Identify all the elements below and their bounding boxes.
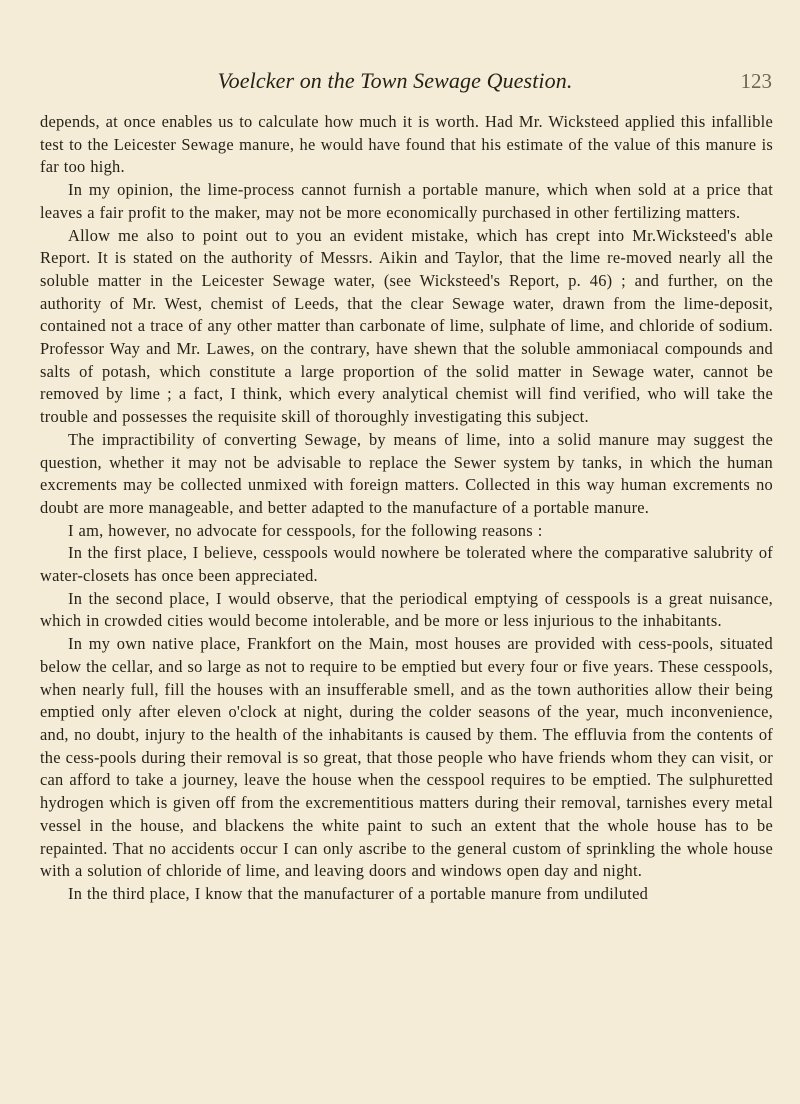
paragraph: depends, at once enables us to calculate how much it is worth. Had Mr. Wicksteed applied this infallible test to the Leicester Sewage manure, he would have found that his estimate of the value of this manure is far too high. [40, 112, 773, 177]
paragraph: In the second place, I would observe, that the periodical emptying of cesspools is a great nuisance, which in crowded cities would become intolerable, and be more or less injurious to the inhabitants. [40, 588, 773, 631]
paragraph: Allow me also to point out to you an evident mistake, which has crept into Mr.Wicksteed's able Report. It is stated on the authority of Messrs. Aikin and Taylor, that the lime re-moved nearly all the soluble matter in the Leicester Sewage water, (see Wicksteed's Report, p. 46) ; and further, on the authority of Mr. West, chemist of Leeds, that the clear Sewage water, drawn from the lime-deposit, contained not a trace of any other matter than carbonate of lime, sulphate of lime, and chloride of sodium. Professor Way and Mr. Lawes, on the contrary, have shewn that the soluble ammoniacal compounds and salts of potash, which constitute a large proportion of the solid matter in Sewage water, cannot be removed by lime ; a fact, I think, which every analytical chemist will find verified, who will take the trouble and possesses the requisite skill of thoroughly investigating this subject. [40, 225, 773, 427]
page-number: 123 [740, 69, 772, 93]
running-head [0, 68, 800, 100]
paragraph: The impractibility of converting Sewage, by means of lime, into a solid manure may suggest the question, whether it may not be advisable to replace the Sewer system by tanks, in which the human excrements may be collected unmixed with foreign matters. Collected in this way human excrements no doubt are more manageable, and better adapted to the manufacture of a portable manure. [40, 429, 773, 517]
paragraph: I am, however, no advocate for cesspools, for the following reasons : [68, 520, 543, 540]
paragraph: In my own native place, Frankfort on the Main, most houses are provided with cess-pools, situated below the cellar, and so large as not to require to be emptied but every four or five years. These cesspools, when nearly full, fill the houses with an insufferable smell, and as the town authorities allow their being emptied only after eleven o'clock at night, during the colder seasons of the year, much inconvenience, and, no doubt, injury to the health of the inhabitants is caused by them. The effluvia from the contents of the cess-pools during their removal is so great, that those people who have friends whom they can visit, or can afford to take a journey, leave the house when the cesspool requires to be emptied. The sulphuretted hydrogen which is given off from the excrementitious matters during their removal, tarnishes every metal vessel in the house, and blackens the white paint to such an extent that the whole house has to be repainted. That no accidents occur I can only ascribe to the general custom of sprinkling the whole house with a solution of chloride of lime, and leaving doors and windows open day and night. [40, 634, 773, 881]
paragraph: In the first place, I believe, cesspools would nowhere be tolerated where the comparative salubrity of water-closets has once been appreciated. [40, 543, 773, 586]
running-title: Voelcker on the Town Sewage Question. [217, 68, 573, 93]
paragraph: In the third place, I know that the manufacturer of a portable manure from undiluted [68, 883, 649, 903]
paragraph: In my opinion, the lime-process cannot furnish a portable manure, which when sold at a price that leaves a fair profit to the maker, may not be more economically purchased in other fertilizing matters. [40, 180, 773, 222]
body-text [40, 111, 773, 906]
